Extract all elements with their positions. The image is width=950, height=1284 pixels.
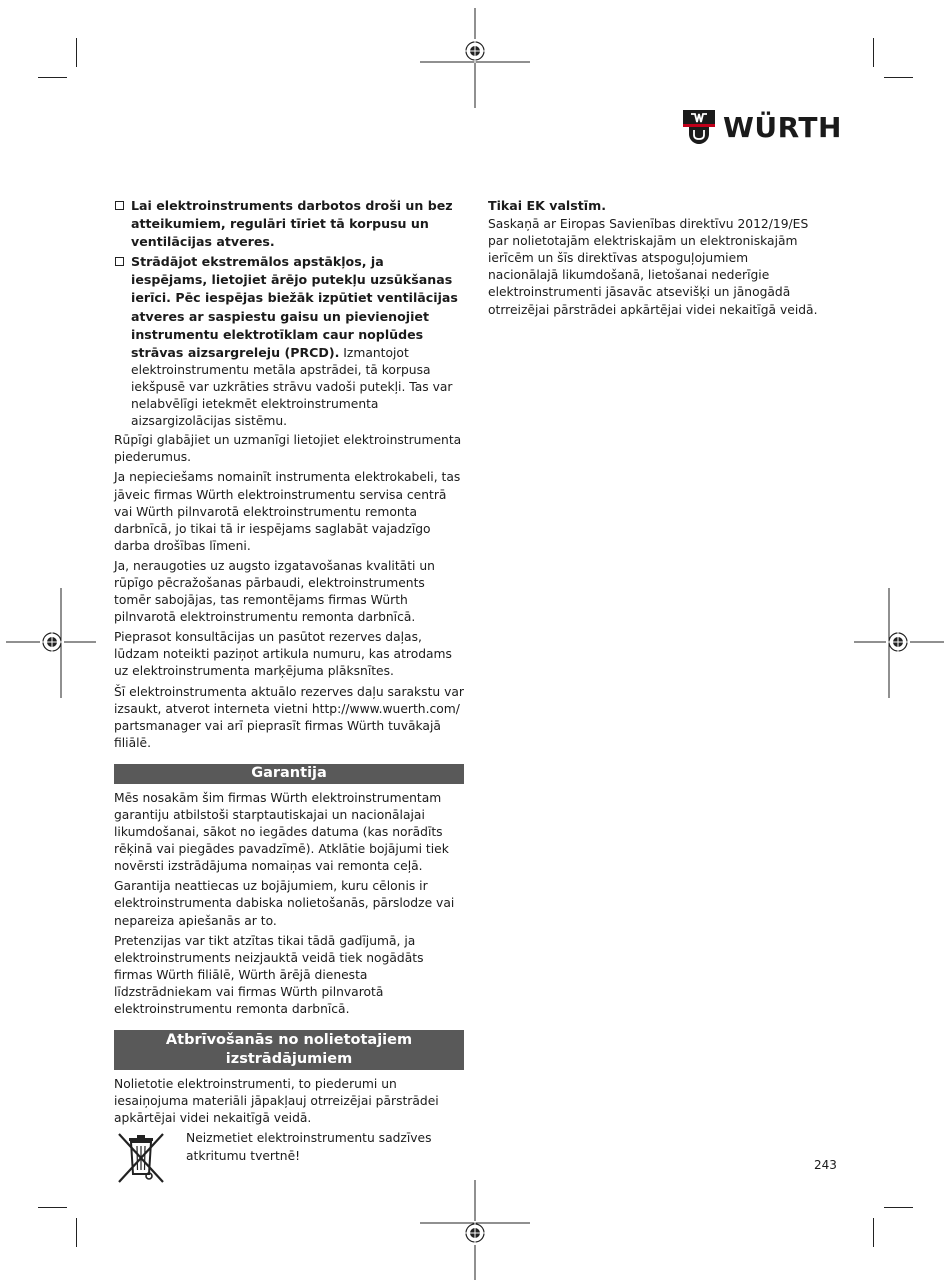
crop-mark [873, 38, 874, 67]
bin-warning-text: Neizmetiet elektroinstrumentu sadzīves atkritumu tvertnē! [186, 1131, 432, 1163]
crop-mark [76, 38, 77, 67]
bullet-bold-text: Lai elektroinstruments darbotos droši un bez atteikumiem, regulāri tīriet tā korpusu un ventilācijas atveres. [131, 198, 453, 250]
paragraph: Šī elektroinstrumenta aktuālo rezerves daļu sarakstu var izsaukt, atverot interneta vietni http://www.wuerth.com/ partsmanager vai arī pieprasīt firmas Würth tuvākajā filiālē. [114, 684, 464, 750]
crop-mark [884, 77, 913, 78]
eu-heading: Tikai EK valstīm. [488, 198, 606, 213]
page-number: 243 [814, 1158, 837, 1172]
crop-mark [873, 1218, 874, 1247]
bullet-item [114, 253, 464, 430]
crop-mark [38, 77, 67, 78]
checkbox-bullet-icon [115, 257, 124, 266]
warranty-paragraph: Pretenzijas var tikt atzītas tikai tādā gadījumā, ja elektroinstruments neizjauktā veidā tiek nogādāts firmas Würth filiālē, Würth ārējā dienesta līdzstrādniekam vai firmas Würth pilnvarotā elektroinstrumentu remonta darbnīcā. [114, 933, 424, 1017]
warranty-heading: Garantija [114, 764, 464, 784]
disposal-heading: Atbrīvošanās no nolietotajiem izstrādājumiem [114, 1030, 464, 1070]
registration-mark-right [854, 588, 944, 698]
crop-mark [38, 1207, 67, 1208]
crop-mark [76, 1218, 77, 1247]
right-column [488, 197, 818, 322]
disposal-note [114, 1130, 464, 1186]
paragraph: Ja nepieciešams nomainīt instrumenta elektrokabeli, tas jāveic firmas Würth elektroinstrumentu servisa centrā vai Würth pilnvarotā elektroinstrumentu remonta darbnīcā, jo tikai tā ir iespējams saglabāt vajadzīgo darba drošības līmeni. [114, 470, 461, 553]
wurth-logo [683, 110, 842, 146]
paragraph: Pieprasot konsultācijas un pasūtot rezerves daļas, lūdzam noteikti paziņot artikula numuru, kas atrodams uz elektroinstrumenta marķējuma plāksnītes. [114, 630, 452, 679]
bullet-item [114, 197, 464, 251]
paragraph: Ja, neraugoties uz augsto izgatavošanas kvalitāti un rūpīgo pēcražošanas pārbaudi, elektroinstruments tomēr sabojājas, tas remontējams firmas Würth pilnvarotā elektroinstrumentu remonta darbnīcā. [114, 558, 435, 625]
brand-name: WÜRTH [723, 111, 842, 144]
crossed-out-bin-icon [116, 1132, 166, 1184]
registration-mark-top [420, 8, 530, 108]
warranty-paragraph: Garantija neattiecas uz bojājumiem, kuru cēlonis ir elektroinstrumenta dabiska nolietošanās, pārslodze vai nepareiza apiešanās ar to. [114, 879, 455, 928]
bullet-normal-text: Izmantojot elektroinstrumentu metāla apstrādei, tā korpusa iekšpusē var uzkrāties strāvu vadoši putekļi. Tas var nelabvēlīgi ietekmēt elektroinstrumenta aizsargizolācijas sistēmu. [131, 345, 453, 429]
eu-paragraph: Saskaņā ar Eiropas Savienības direktīvu 2012/19/ES par nolietotajām elektriskajām un elektroniskajām ierīcēm un šīs direktīvas atspoguļojumiem nacionālajā likumdošanā, lietošanai nederīgie elektroinstrumenti jāsavāc atsevišķi un jānogādā otrreizējai pārstrādei apkārtējai videi nekaitīgā veidā. [488, 217, 818, 317]
crop-mark [884, 1207, 913, 1208]
warranty-paragraph: Mēs nosakām šim firmas Würth elektroinstrumentam garantiju atbilstoši starptautiskajai un nacionālajai likumdošanai, sākot no iegādes datuma (kas norādīts rēķinā vai piegādes pavadzīmē). Atklātie bojājumi tiek novērsti izstrādājuma nomaiņas vai remonta ceļā. [114, 790, 449, 874]
checkbox-bullet-icon [115, 201, 124, 210]
disposal-paragraph: Nolietotie elektroinstrumenti, to piederumi un iesaiņojuma materiāli jāpakļauj otrreizējai pārstrādei apkārtējai videi nekaitīgā veidā. [114, 1077, 439, 1126]
paragraph: Rūpīgi glabājiet un uzmanīgi lietojiet elektroinstrumenta piederumus. [114, 433, 462, 465]
bullet-bold-text: Strādājot ekstremālos apstākļos, ja iespējams, lietojiet ārējo putekļu uzsūkšanas ierīci. Pēc iespējas biežāk izpūtiet ventilācijas atveres ar saspiestu gaisu un pievienojiet instrumentu elektrotīklam caur noplūdes strāvas aizsargreleju (PRCD). [131, 254, 458, 360]
wurth-logo-icon [683, 110, 715, 144]
registration-mark-bottom [420, 1180, 530, 1280]
registration-mark-left [6, 588, 96, 698]
left-column [114, 197, 464, 1186]
